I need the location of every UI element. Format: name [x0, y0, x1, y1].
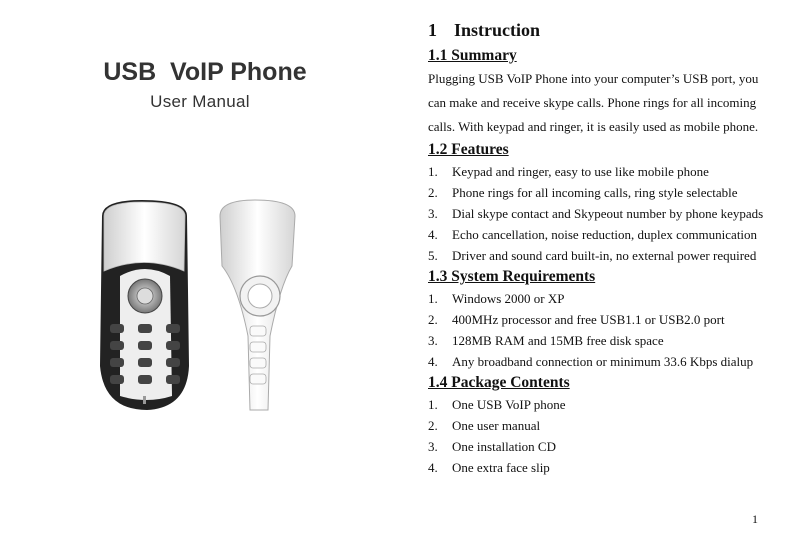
list-item: 4. Any broadband connection or minimum 33.6 Kbps dialup: [428, 354, 754, 369]
instruction-section: [428, 20, 768, 478]
cover-title: USB VoIP Phone: [103, 58, 307, 86]
list-item: 5. Driver and sound card built-in, no external power required: [428, 248, 757, 263]
list-item: 4. One extra face slip: [428, 460, 550, 475]
package-list: [428, 394, 768, 478]
features-list: [428, 161, 768, 266]
list-item: 2. One user manual: [428, 418, 541, 433]
summary-line: Plugging USB VoIP Phone into your computer’s USB port, you: [428, 71, 759, 86]
page-number: 1: [752, 512, 758, 526]
summary-line: can make and receive skype calls. Phone rings for all incoming: [428, 95, 757, 110]
features-heading: 1.2 Features: [428, 141, 509, 158]
phone-back: [220, 200, 295, 410]
requirements-heading: 1.3 System Requirements: [428, 268, 596, 285]
list-item: 1. Keypad and ringer, easy to use like mobile phone: [428, 164, 709, 179]
section-number: 1: [428, 20, 437, 40]
list-item: 1. One USB VoIP phone: [428, 397, 566, 412]
package-heading: 1.4 Package Contents: [428, 374, 570, 391]
section-title: Instruction: [454, 20, 541, 40]
summary-heading: 1.1 Summary: [428, 47, 517, 64]
list-item: 1. Windows 2000 or XP: [428, 291, 565, 306]
requirements-list: [428, 288, 768, 372]
cover-subtitle: User Manual: [150, 92, 250, 111]
list-item: 3. Dial skype contact and Skypeout number by phone keypads: [428, 206, 764, 221]
list-item: 4. Echo cancellation, noise reduction, duplex communication: [428, 227, 758, 242]
list-item: 2. 400MHz processor and free USB1.1 or USB2.0 port: [428, 312, 725, 327]
list-item: 3. One installation CD: [428, 439, 556, 454]
list-item: 2. Phone rings for all incoming calls, ring style selectable: [428, 185, 738, 200]
list-item: 3. 128MB RAM and 15MB free disk space: [428, 333, 664, 348]
phone-illustration: [92, 196, 302, 416]
phone-front: [100, 200, 189, 410]
section-heading: [428, 20, 768, 41]
summary-line: calls. With keypad and ringer, it is easily used as mobile phone.: [428, 119, 759, 134]
